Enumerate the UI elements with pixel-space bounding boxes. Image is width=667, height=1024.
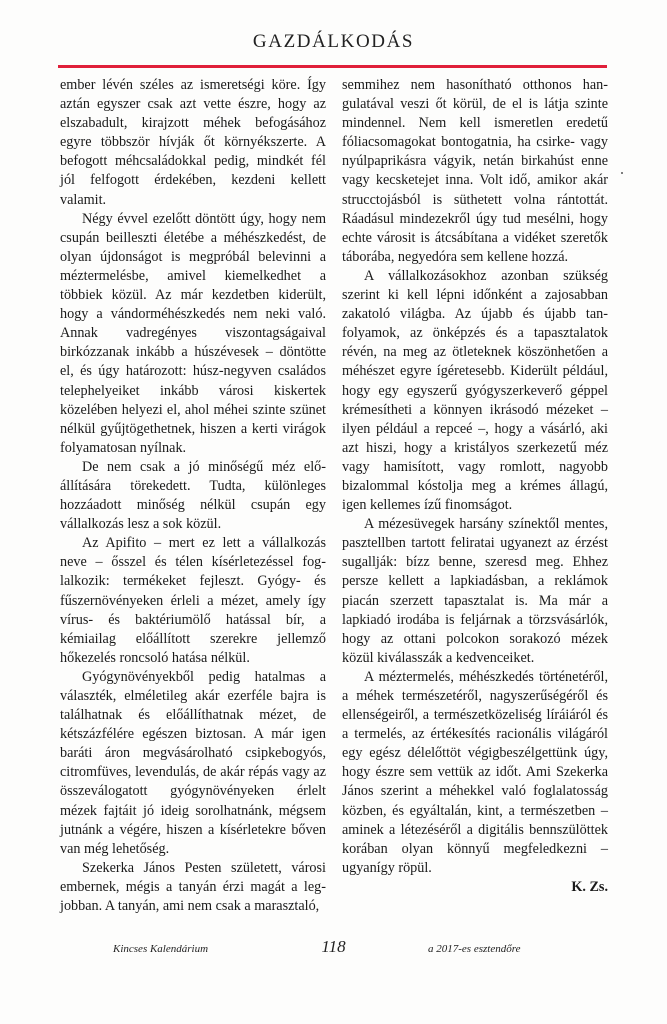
paragraph: A vállalkozásokhoz azonban szükség szerint ki kell lépni időnként a zajosabban zakatoló világba. Az újabb és újabb tanfolyamok, az önképzés és a tapasztalatok révén, na meg az ötleteknek köszönhetően a méhészet egyre ígéretesebb. Kiderült például, hogy egy egyszerű gyógyszerkeverő géppel krémesítheti a könnyen ikrásodó mézeket – ilyen például a repceé –, hogy a vásárló, aki azt hiszi, hogy a kristályos szerkezetű méz vagy hamisított, vagy romlott, nagyobb bizalommal kóstolja meg a krémes állagú, igen kellemes ízű finomságot. xyxy=(342,267,608,514)
footer-edition: a 2017-es esztendőre xyxy=(428,943,521,955)
paragraph: Szekerka János Pesten született, városi embernek, mégis a tanyán érzi magát a legjobban. A tanyán, ami nem csak a marasztaló, xyxy=(60,859,326,915)
paragraph: Négy évvel ezelőtt döntött úgy, hogy nem csupán beilleszti életébe a méhészkedést, de olyan újdonságot is megpróbál belevinni a méztermelésbe, amivel kiemelkedhet a többiek közül. Az már kezdetben kiderült, hogy a vándorméhészkedés nem neki való. Annak vadregényes viszontagságaival birkózzanak inkább a húszévesek – döntötte el, és úgy határozott: húsz-negyven családos telephelyeiket inkább városi kiskertek közelében helyezi el, ahol méhei szinte szünet nélkül gyűjtögethetnek, hiszen a kerti virágok folyamatosan nyílnak. xyxy=(60,210,326,456)
right-column xyxy=(342,76,608,897)
paragraph: Gyógynövényekből pedig hatalmas a választék, elméletileg akár ezerféle bajra is találhatnak és előállíthatnak mézet, de kétszázfélére egészen biztosan. A már igen baráti áron megvásárolható csipkebogyós, citromfüves, levendulás, de akár répás vagy az összeválogatott gyógynövényeken érlelt mézek fajtáit jó ideig sorolhatnánk, mégsem jutnánk a végére, hiszen a kísérletekre bőven van még lehetőség. xyxy=(60,668,326,857)
paragraph: ember lévén széles az ismeretségi köre. Így aztán egyszer csak azt vette észre, hogy az elszabadult, kirajzott méhek befogásához egyre többször hívják őt környékszerte. A befogott méhcsaládokkal pedig, mindkét fél jól felfogott érdekében, kezdeni kellett valamit. xyxy=(60,77,326,208)
left-column xyxy=(60,76,326,916)
footer-publication: Kincses Kalendárium xyxy=(113,943,209,955)
paragraph: semmihez nem hasonítható otthonos hangulatával veszi őt körül, de el is látja szinte mindennel. Nem kell ismeretlen eredetű fóliacsomagokat bontogatnia, ha csirke- vagy nyúlpaprikásra vágyik, netán birkahúst enne vagy kecsketejet inna. Volt idő, amikor akár strucctojásból is süthetett volna rántottát. Ráadásul mindezekről úgy tud mesélni, hogy echte városit is átcsábítana a vidéket szeretők táborába, negyedóra sem kellene hozzá. xyxy=(342,77,608,265)
section-title: GAZDÁLKODÁS xyxy=(252,31,415,52)
print-speck xyxy=(621,172,623,174)
paragraph: De nem csak a jó minőségű méz előállítására törekedett. Tudta, különleges hozzáadott minőség nélkül csupán egy vállalkozás lesz a sok közül. xyxy=(60,458,326,533)
page-number: 118 xyxy=(321,937,346,956)
header-rule xyxy=(58,65,607,68)
paragraph: Az Apifito – mert ez lett a vállalkozás neve – ősszel és télen kísérletezéssel foglalkozik: termékeket fejleszt. Gyógy- és fűszernövényeken érleli a mézet, amely így vírus- és baktériumölő hatással bír, a kémiailag előállított szerekre jellemző hőkezelés roncsoló hatása nélkül. xyxy=(60,535,326,666)
author-signature: K. Zs. xyxy=(571,878,608,895)
paragraph: A mézesüvegek harsány színektől mentes, pasztellben tartott feliratai ugyanezt az érzést sugallják: bízz benne, szeresd meg. Ehhez persze kellett a lapkiadásban, a reklámok piacán szerzett tapasztalat is. Ma már a lapkiadó irodába is feljárnak a törzsvásárlók, hogy az ottani polcokon sorakozó mézek közül kiválasszák a kedvenceiket. xyxy=(342,516,608,666)
paragraph: A méztermelés, méhészkedés történetéről, a méhek természetéről, nagyszerűségéről és ellenségeiről, a természetközeliség líráiáról és a termelés, az értékesítés racionális világáról egy egész délelőttöt végigbeszélgettünk úgy, hogy észre sem vettük az időt. Ami Szekerka János szerint a méhekkel való foglalatosság közben, és egyáltalán, kint, a természetben – aminek a létezéséről a digitális bennszülöttek korában olyan könnyű megfeledkezni – ugyanígy röpül. xyxy=(342,668,608,876)
